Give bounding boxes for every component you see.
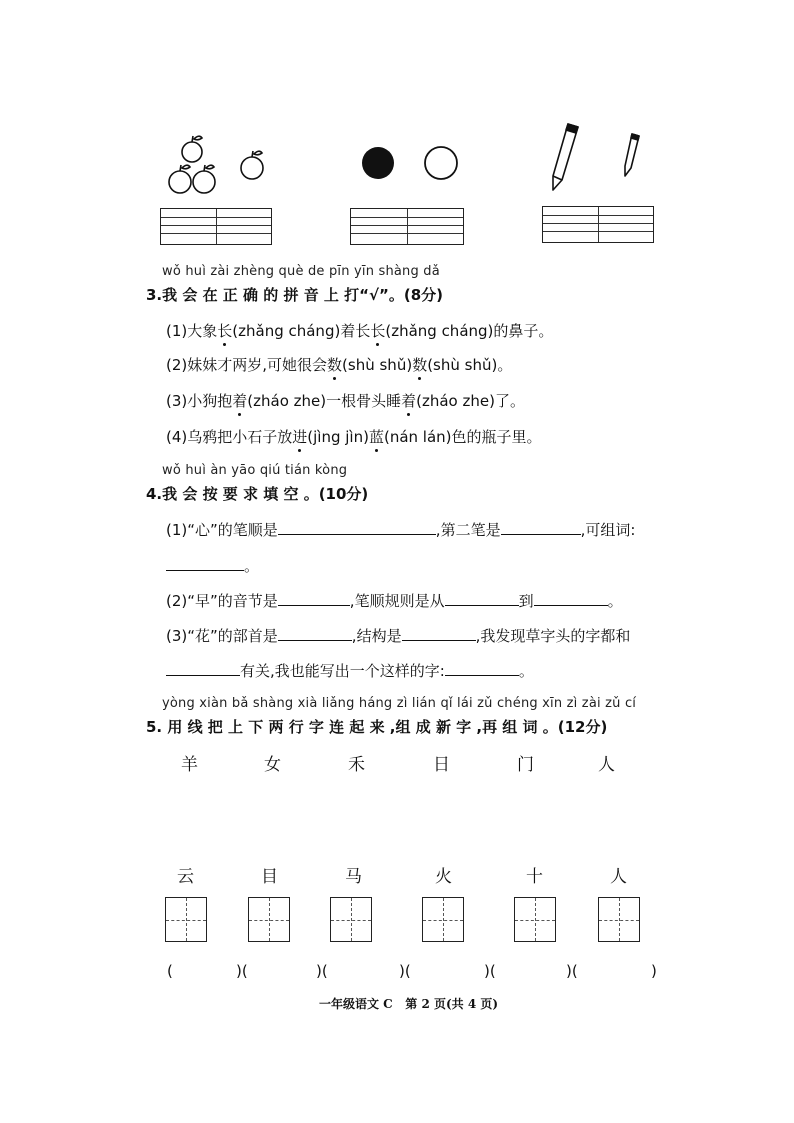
q4-blank-character[interactable] bbox=[445, 661, 519, 676]
q3-item-4-mid[interactable]: (jìng jìn) bbox=[307, 428, 369, 446]
writing-box-2[interactable] bbox=[350, 208, 464, 245]
top-char-2[interactable]: 女 bbox=[264, 755, 281, 775]
q4-line-3-text-d: 有关,我也能写出一个这样的字: bbox=[240, 662, 445, 680]
q4-line-2-text-a: (2)“早”的音节是 bbox=[166, 592, 278, 610]
q4-blank-syllable[interactable] bbox=[278, 591, 350, 606]
tianzige-box-5[interactable] bbox=[514, 897, 556, 942]
q3-item-2-pre: (2)妹妹才两岁,可她很会 bbox=[166, 356, 328, 374]
answer-paren-2[interactable]: )( bbox=[316, 962, 328, 980]
q3-item-3-dotted-char-1: 着 bbox=[232, 392, 248, 410]
q4-line-3-text-b: ,结构是 bbox=[351, 627, 402, 645]
tianzige-box-6[interactable] bbox=[598, 897, 640, 942]
q3-item-1-post[interactable]: (zhǎng cháng)的鼻子。 bbox=[385, 322, 554, 340]
q4-pinyin: wǒ huì àn yāo qiú tián kòng bbox=[162, 463, 348, 478]
page-footer: 一年级语文 C 第 2 页(共 4 页) bbox=[319, 997, 499, 1011]
q3-item-1-dotted-char-2: 长 bbox=[370, 322, 386, 340]
q4-line-1-cont bbox=[166, 555, 259, 576]
bottom-char-3[interactable]: 马 bbox=[345, 867, 362, 887]
q4-line-1-text-d: 。 bbox=[244, 557, 260, 575]
q3-item-4-dotted-char-2: 蓝 bbox=[368, 428, 384, 446]
tianzige-box-1[interactable] bbox=[165, 897, 207, 942]
q3-item-3 bbox=[166, 390, 525, 411]
q3-item-3-mid[interactable]: (zháo zhe)一根骨头睡 bbox=[247, 392, 402, 410]
q4-line-2 bbox=[166, 590, 623, 611]
q3-item-1-pre: (1)大象 bbox=[166, 322, 218, 340]
writing-box-3[interactable] bbox=[542, 206, 654, 243]
q4-title: 4.我 会 按 要 求 填 空 。(10分) bbox=[146, 485, 369, 503]
q3-item-3-dotted-char-2: 着 bbox=[401, 392, 417, 410]
top-char-3[interactable]: 禾 bbox=[348, 755, 365, 775]
answer-paren-1[interactable]: )( bbox=[236, 962, 248, 980]
q3-item-2-post[interactable]: (shù shǔ)。 bbox=[427, 356, 513, 374]
q3-pinyin: wǒ huì zài zhèng què de pīn yīn shàng dǎ bbox=[162, 264, 440, 279]
q4-line-3 bbox=[166, 625, 630, 646]
q4-line-1-text-c: ,可组词: bbox=[580, 521, 636, 539]
q4-line-3-text-e: 。 bbox=[518, 662, 534, 680]
q4-line-1-text-a: (1)“心”的笔顺是 bbox=[166, 521, 278, 539]
q4-blank-stroke-order[interactable] bbox=[278, 520, 436, 535]
bottom-char-1[interactable]: 云 bbox=[177, 867, 194, 887]
q3-item-1-dotted-char-1: 长 bbox=[217, 322, 233, 340]
answer-paren-4[interactable]: )( bbox=[484, 962, 496, 980]
answer-paren-open[interactable]: ( bbox=[167, 962, 173, 980]
q4-line-2-text-c: 到 bbox=[518, 592, 534, 610]
writing-box-1[interactable] bbox=[160, 208, 272, 245]
q5-title: 5. 用 线 把 上 下 两 行 字 连 起 来 ,组 成 新 字 ,再 组 词 。(12分) bbox=[146, 718, 608, 736]
q3-item-4-pre: (4)乌鸦把小石子放 bbox=[166, 428, 293, 446]
q4-line-2-text-d: 。 bbox=[607, 592, 623, 610]
circles-illustration bbox=[355, 140, 465, 186]
q4-blank-word[interactable] bbox=[166, 556, 244, 571]
q4-blank-related[interactable] bbox=[166, 661, 240, 676]
tianzige-box-4[interactable] bbox=[422, 897, 464, 942]
q3-item-1 bbox=[166, 320, 553, 341]
q4-line-3-text-c: ,我发现草字头的字都和 bbox=[475, 627, 631, 645]
q3-item-2-dotted-char-2: 数 bbox=[412, 356, 428, 374]
q4-line-1-text-b: ,第二笔是 bbox=[435, 521, 501, 539]
q3-title: 3.我 会 在 正 确 的 拼 音 上 打“√”。(8分) bbox=[146, 286, 444, 304]
bottom-char-4[interactable]: 火 bbox=[435, 867, 452, 887]
q3-item-3-post[interactable]: (zháo zhe)了。 bbox=[416, 392, 525, 410]
answer-paren-close[interactable]: ) bbox=[651, 962, 657, 980]
q3-item-3-pre: (3)小狗抱 bbox=[166, 392, 233, 410]
q4-blank-radical[interactable] bbox=[278, 626, 352, 641]
top-char-4[interactable]: 日 bbox=[433, 755, 450, 775]
pencils-illustration bbox=[540, 118, 650, 196]
q4-blank-structure[interactable] bbox=[402, 626, 476, 641]
q3-item-4-dotted-char-1: 进 bbox=[292, 428, 308, 446]
q4-blank-second-stroke[interactable] bbox=[501, 520, 581, 535]
q4-line-3-text-a: (3)“花”的部首是 bbox=[166, 627, 278, 645]
q4-line-3-cont bbox=[166, 660, 534, 681]
q4-line-1 bbox=[166, 519, 635, 540]
q3-item-2 bbox=[166, 354, 512, 375]
q4-line-2-text-b: ,笔顺规则是从 bbox=[349, 592, 445, 610]
q3-item-2-dotted-char-1: 数 bbox=[327, 356, 343, 374]
top-char-1[interactable]: 羊 bbox=[181, 755, 198, 775]
top-char-5[interactable]: 门 bbox=[517, 755, 534, 775]
apples-illustration bbox=[160, 130, 270, 200]
top-char-6[interactable]: 人 bbox=[598, 755, 615, 775]
q4-blank-from[interactable] bbox=[445, 591, 519, 606]
bottom-char-6[interactable]: 人 bbox=[610, 867, 627, 887]
q5-pinyin: yòng xiàn bǎ shàng xià liǎng háng zì lián qǐ lái zǔ chéng xīn zì zài zǔ cí bbox=[162, 696, 637, 711]
q4-blank-to[interactable] bbox=[534, 591, 608, 606]
q3-item-2-mid[interactable]: (shù shǔ) bbox=[342, 356, 413, 374]
answer-paren-3[interactable]: )( bbox=[399, 962, 411, 980]
tianzige-box-2[interactable] bbox=[248, 897, 290, 942]
bottom-char-5[interactable]: 十 bbox=[526, 867, 543, 887]
tianzige-box-3[interactable] bbox=[330, 897, 372, 942]
answer-paren-5[interactable]: )( bbox=[566, 962, 578, 980]
q3-item-1-mid[interactable]: (zhǎng cháng)着长 bbox=[232, 322, 371, 340]
bottom-char-2[interactable]: 目 bbox=[261, 867, 278, 887]
q3-item-4-post[interactable]: (nán lán)色的瓶子里。 bbox=[383, 428, 542, 446]
q3-item-4 bbox=[166, 426, 542, 447]
